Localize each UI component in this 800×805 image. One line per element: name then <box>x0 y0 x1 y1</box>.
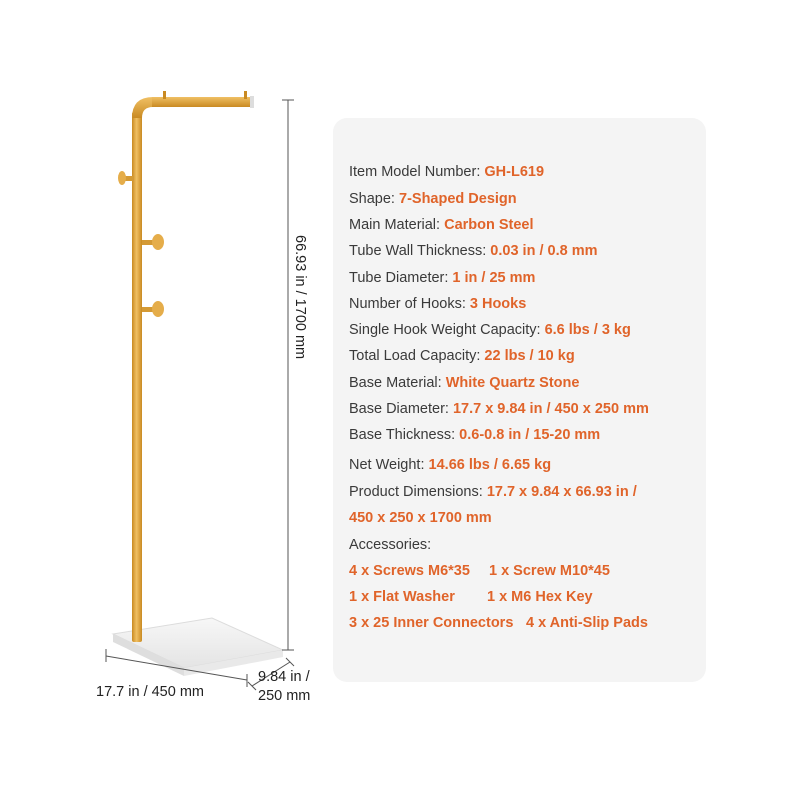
depth-label-line2: 250 mm <box>258 688 311 704</box>
spec-row-base-material <box>349 375 579 391</box>
spec-value: 0.6-0.8 in / 15-20 mm <box>459 427 601 443</box>
accessories-label <box>349 537 431 553</box>
spec-value: 6.6 lbs / 3 kg <box>544 322 631 338</box>
accessories-heading: Accessories: <box>349 537 432 553</box>
spec-row-base-thickness <box>349 427 600 443</box>
spec-label: Main Material: <box>349 217 445 233</box>
spec-label: Shape: <box>349 191 399 207</box>
spec-row-base-diameter <box>349 401 649 417</box>
spec-row-tube-wall <box>349 243 598 259</box>
rack-pole <box>132 91 254 642</box>
spec-row-total-load <box>349 348 575 364</box>
height-dimension-line <box>282 100 294 650</box>
spec-value: White Quartz Stone <box>445 375 580 391</box>
depth-label-line1: 9.84 in / <box>258 669 310 685</box>
spec-label: Tube Wall Thickness: <box>349 243 491 259</box>
spec-label: Single Hook Weight Capacity: <box>349 322 545 338</box>
spec-row-product-dimensions-cont <box>349 510 492 526</box>
accessory-item: 3 x 25 Inner Connectors <box>349 615 514 631</box>
spec-row-main-material <box>349 217 534 233</box>
accessory-item: 1 x M6 Hex Key <box>487 589 593 605</box>
spec-value: GH-L619 <box>484 164 545 180</box>
accessory-item: 1 x Screw M10*45 <box>489 563 610 579</box>
accessory-item: 4 x Screws M6*35 <box>349 563 470 579</box>
spec-value: 22 lbs / 10 kg <box>484 348 575 364</box>
width-dimension-label: 17.7 in / 450 mm <box>96 684 204 700</box>
spec-value: 14.66 lbs / 6.65 kg <box>428 457 552 473</box>
spec-value: 17.7 x 9.84 x 66.93 in / <box>486 484 637 500</box>
spec-label: Net Weight: <box>349 457 429 473</box>
spec-value: 7-Shaped Design <box>399 191 517 207</box>
product-figure: 66.93 in / 1700 mm 17.7 in / 450 mm 9.84 in / 250 mm <box>0 0 330 800</box>
depth-dimension-label <box>258 668 310 706</box>
spec-label: Base Material: <box>349 375 446 391</box>
spec-label: Number of Hooks: <box>349 296 470 312</box>
spec-label: Base Diameter: <box>349 401 453 417</box>
spec-value: 17.7 x 9.84 in / 450 x 250 mm <box>452 401 649 417</box>
accessory-item: 1 x Flat Washer <box>349 589 455 605</box>
spec-label: Base Thickness: <box>349 427 460 443</box>
spec-label: Item Model Number: <box>349 164 485 180</box>
spec-row-hook-capacity <box>349 322 631 338</box>
spec-row-shape <box>349 191 517 207</box>
spec-row-net-weight <box>349 457 551 473</box>
accessory-item: 4 x Anti-Slip Pads <box>526 615 648 631</box>
spec-value: 1 in / 25 mm <box>452 270 536 286</box>
spec-value: 0.03 in / 0.8 mm <box>490 243 598 259</box>
spec-row-model <box>349 164 544 180</box>
spec-label: Total Load Capacity: <box>349 348 485 364</box>
spec-row-product-dimensions <box>349 484 637 500</box>
spec-row-hooks <box>349 296 526 312</box>
spec-row-tube-diameter <box>349 270 535 286</box>
spec-label: Tube Diameter: <box>349 270 453 286</box>
spec-value: 3 Hooks <box>469 296 527 312</box>
spec-label: Product Dimensions: <box>349 484 487 500</box>
spec-value: Carbon Steel <box>444 217 534 233</box>
spec-value: 450 x 250 x 1700 mm <box>349 510 492 526</box>
